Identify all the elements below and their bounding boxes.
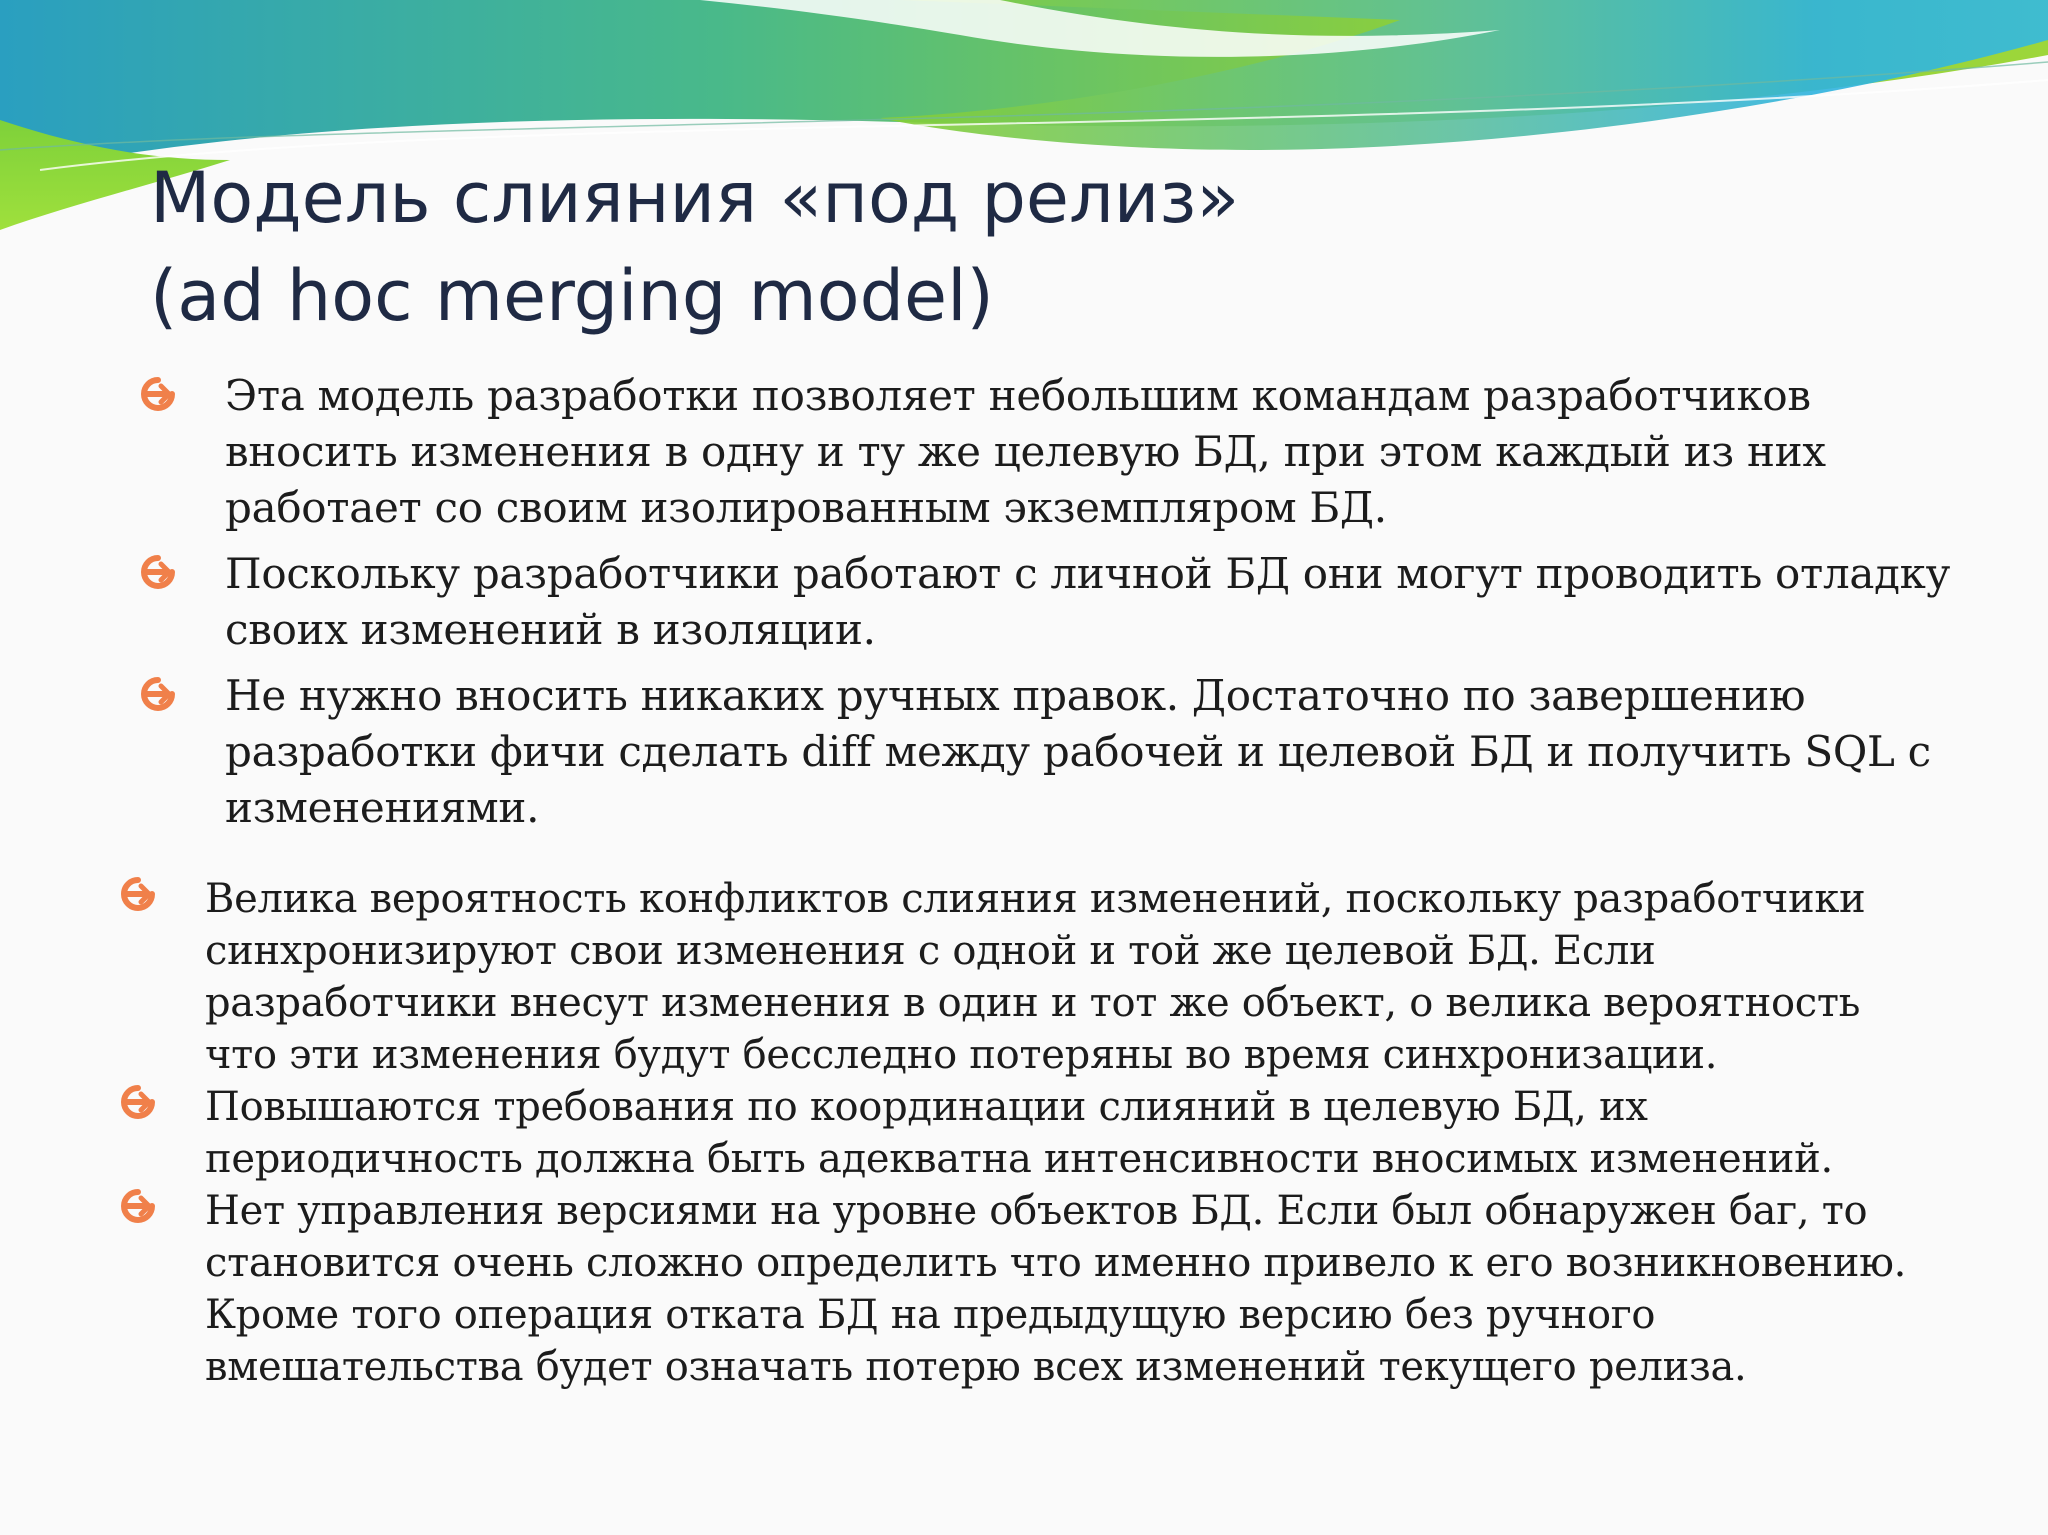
orange-circle-arrow-icon bbox=[141, 377, 175, 411]
bullet-text: Нет управления версиями на уровне объектов БД. Если был обнаружен баг, то становится очень сложно определить что именно привело к его возникновению. Кроме того операция отката БД на предыдущую версию без ручного вмешательства будет означать потерю всех изменений текущего релиза. bbox=[205, 1188, 1907, 1390]
orange-circle-arrow-icon bbox=[141, 555, 175, 589]
orange-circle-arrow-icon bbox=[121, 877, 155, 911]
list-item bbox=[0, 873, 1906, 1081]
list-item bbox=[0, 546, 1950, 658]
orange-circle-arrow-icon bbox=[141, 677, 175, 711]
list-item bbox=[0, 368, 1950, 536]
disadvantages-list bbox=[0, 873, 1906, 1393]
bullet-text: Поскольку разработчики работают с личной БД они могут проводить отладку своих изменений в изоляции. bbox=[225, 549, 1951, 654]
bullet-text: Велика вероятность конфликтов слияния изменений, поскольку разработчики синхронизируют свои изменения с одной и той же целевой БД. Если разработчики внесут изменения в один и тот же объект, о велика вероятность что эти изменения будут бесследно потеряны во время синхронизации. bbox=[205, 876, 1866, 1078]
slide-title-line-1: Модель слияния «под релиз» bbox=[150, 157, 1240, 239]
orange-circle-arrow-icon bbox=[121, 1189, 155, 1223]
list-item bbox=[0, 1185, 1906, 1393]
list-item bbox=[0, 668, 1950, 836]
advantages-list bbox=[0, 368, 1950, 846]
orange-circle-arrow-icon bbox=[121, 1085, 155, 1119]
slide-title-line-2: (ad hoc merging model) bbox=[150, 255, 994, 337]
bullet-text: Не нужно вносить никаких ручных правок. Достаточно по завершению разработки фичи сделать diff между рабочей и целевой БД и получить SQL с изменениями. bbox=[225, 671, 1931, 832]
list-item bbox=[0, 1081, 1906, 1185]
bullet-text: Повышаются требования по координации слияний в целевую БД, их периодичность должна быть адекватна интенсивности вносимых изменений. bbox=[205, 1084, 1833, 1182]
bullet-text: Эта модель разработки позволяет небольшим командам разработчиков вносить изменения в одну и ту же целевую БД, при этом каждый из них работает со своим изолированным экземпляром БД. bbox=[225, 371, 1826, 532]
